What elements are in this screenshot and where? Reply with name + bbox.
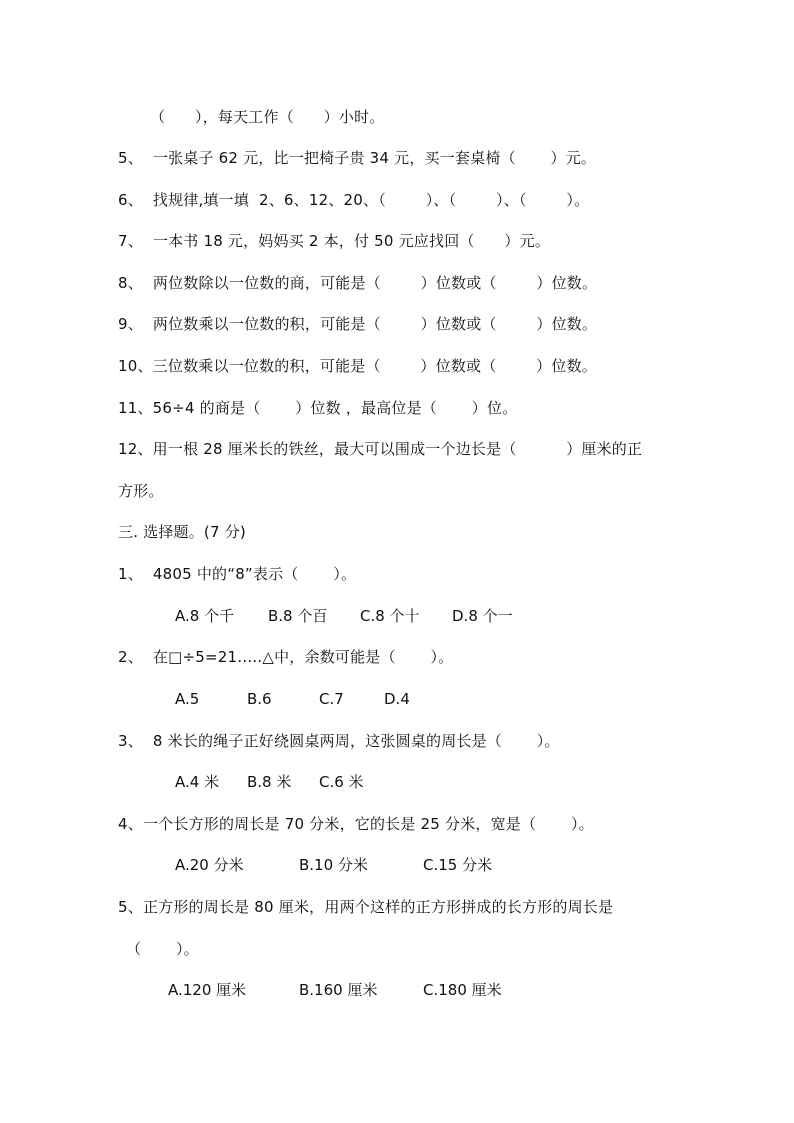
choice-1-option-a: A.8 个千 — [175, 607, 235, 625]
choice-5-option-a: A.120 厘米 — [168, 981, 247, 999]
choice-question-2: 2、 在□÷5=21…..△中，余数可能是（ ）。 — [118, 648, 454, 666]
choice-5-option-b: B.160 厘米 — [299, 981, 378, 999]
choice-3-option-c: C.6 米 — [319, 773, 364, 791]
choice-1-option-d: D.8 个一 — [452, 607, 513, 625]
choice-1-option-c: C.8 个十 — [360, 607, 420, 625]
choice-4-option-c: C.15 分米 — [423, 856, 493, 874]
question-7: 7、 一本书 18 元，妈妈买 2 本，付 50 元应找回（ ）元。 — [118, 232, 551, 250]
question-10: 10、三位数乘以一位数的积，可能是（ ）位数或（ ）位数。 — [118, 357, 597, 375]
choice-2-option-b: B.6 — [247, 690, 272, 708]
question-8: 8、 两位数除以一位数的商，可能是（ ）位数或（ ）位数。 — [118, 274, 598, 292]
question-11: 11、56÷4 的商是（ ）位数 ，最高位是（ ）位。 — [118, 399, 518, 417]
choice-2-option-c: C.7 — [319, 690, 344, 708]
question-5: 5、 一张桌子 62 元，比一把椅子贵 34 元，买一套桌椅（ ）元。 — [118, 149, 597, 167]
choice-question-3: 3、 8 米长的绳子正好绕圆桌两周，这张圆桌的周长是（ ）。 — [118, 732, 560, 750]
question-12-line2: 方形。 — [118, 482, 164, 500]
choice-1-option-b: B.8 个百 — [268, 607, 328, 625]
choice-question-5-line1: 5、正方形的周长是 80 厘米，用两个这样的正方形拼成的长方形的周长是 — [118, 898, 614, 916]
choice-3-option-b: B.8 米 — [247, 773, 292, 791]
choice-2-option-d: D.4 — [384, 690, 410, 708]
choice-5-option-c: C.180 厘米 — [423, 981, 502, 999]
choice-question-1: 1、 4805 中的“8”表示（ ）。 — [118, 565, 357, 583]
choice-question-5-line2: （ ）。 — [126, 940, 199, 958]
question-4-continued: （ ），每天工作（ ）小时。 — [150, 108, 385, 126]
question-9: 9、 两位数乘以一位数的积，可能是（ ）位数或（ ）位数。 — [118, 315, 598, 333]
question-6: 6、 找规律,填一填 2、6、12、20、（ ）、（ ）、（ ）。 — [118, 191, 590, 209]
choice-2-option-a: A.5 — [175, 690, 200, 708]
choice-3-option-a: A.4 米 — [175, 773, 220, 791]
choice-question-4: 4、一个长方形的周长是 70 分米，它的长是 25 分米，宽是（ ）。 — [118, 815, 594, 833]
choice-4-option-b: B.10 分米 — [299, 856, 368, 874]
choice-4-option-a: A.20 分米 — [175, 856, 244, 874]
section-heading-choice: 三. 选择题。(7 分) — [118, 523, 246, 541]
question-12-line1: 12、用一根 28 厘米长的铁丝，最大可以围成一个边长是（ ）厘米的正 — [118, 440, 643, 458]
